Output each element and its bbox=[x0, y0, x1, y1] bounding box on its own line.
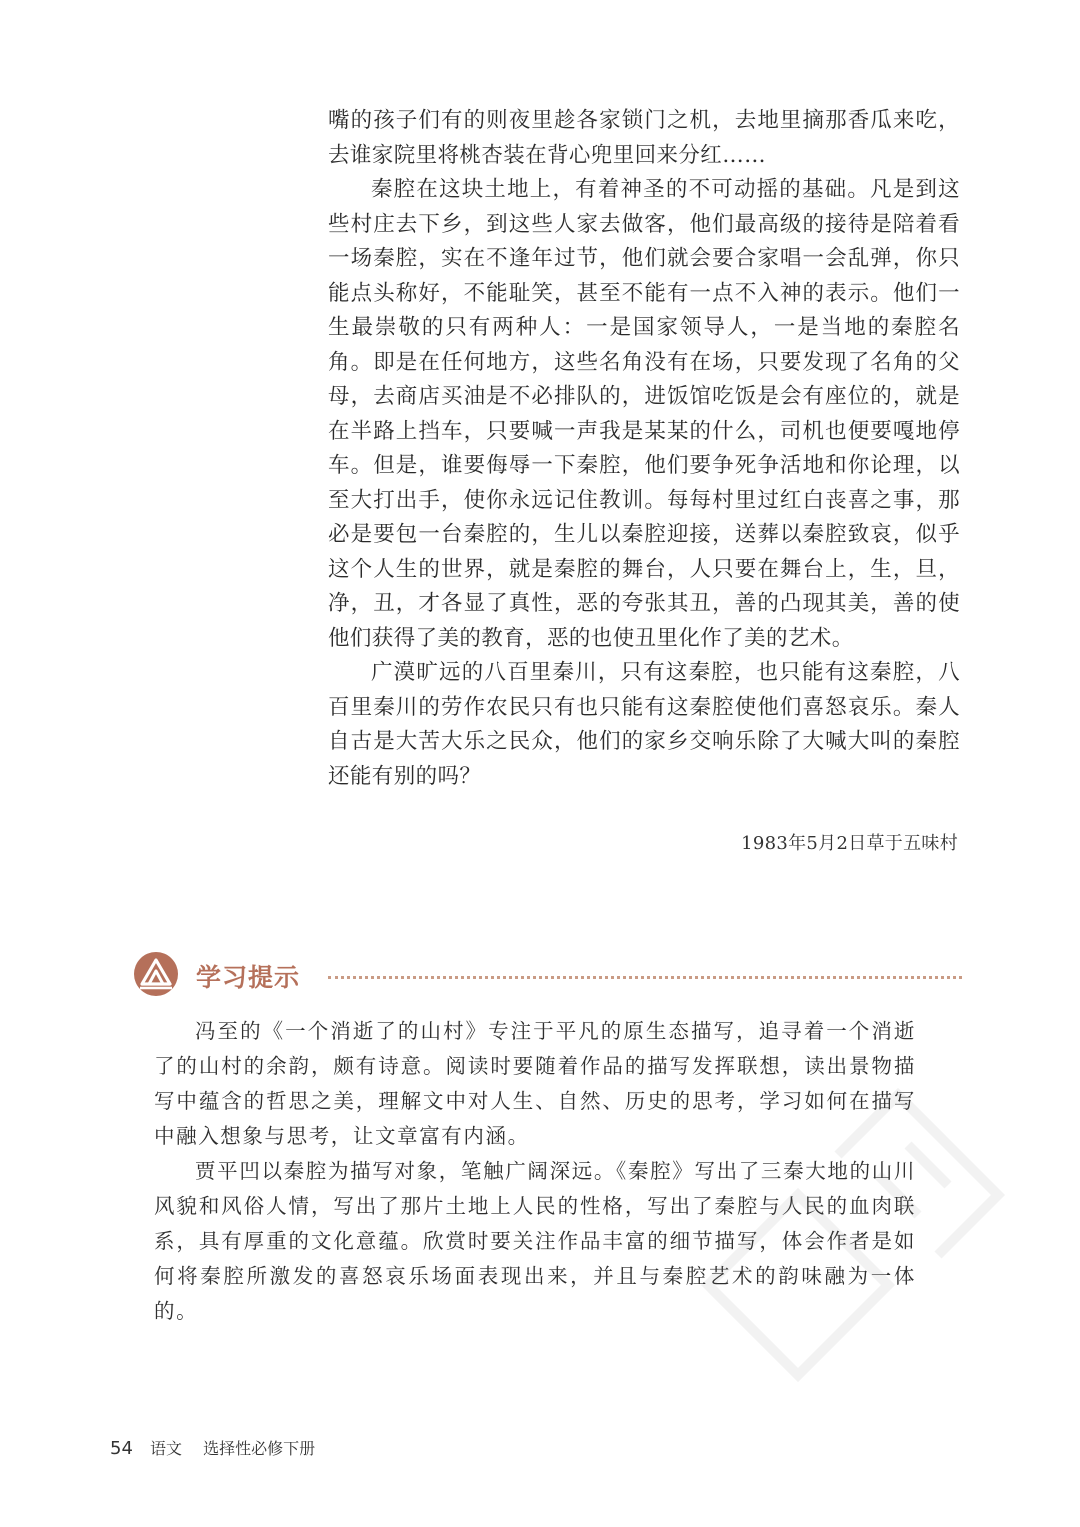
tips-paragraph: 冯至的《一个消逝了的山村》专注于平凡的原生态描写，追寻着一个消逝了的山村的余韵，颇有诗意。阅读时要随着作品的描写发挥联想，读出景物描写中蕴含的哲思之美，理解文中对人生、自然、历史的思考，学习如何在描写中融入想象与思考，让文章富有内涵。 bbox=[154, 1019, 916, 1148]
dotted-divider bbox=[328, 976, 962, 979]
learning-tips-emblem-icon bbox=[132, 950, 180, 998]
essay-dateline: 1983年5月2日草于五味村 bbox=[741, 833, 958, 854]
essay-paragraph: 嘴的孩子们有的则夜里趁各家锁门之机，去地里摘那香瓜来吃，去谁家院里将桃杏装在背心兜里回来分红…… bbox=[328, 108, 960, 168]
essay-paragraph: 秦腔在这块土地上，有着神圣的不可动摇的基础。凡是到这些村庄去下乡，到这些人家去做客，他们最高级的接待是陪着看一场秦腔，实在不逢年过节，他们就会要合家唱一会乱弹，你只能点头称好，不能耻笑，甚至不能有一点不入神的表示。他们一生最崇敬的只有两种人：一是国家领导人，一是当地的秦腔名角。即是在任何地方，这些名角没有在场，只要发现了名角的父母，去商店买油是不必排队的，进饭馆吃饭是会有座位的，就是在半路上挡车，只要喊一声我是某某的什么，司机也便要嘎地停车。但是，谁要侮辱一下秦腔，他们要争死争活地和你论理，以至大打出手，使你永远记住教训。每每村里过红白丧喜之事，那必是要包一台秦腔的，生儿以秦腔迎接，送葬以秦腔致哀，似乎这个人生的世界，就是秦腔的舞台，人只要在舞台上，生，旦，净，丑，才各显了真性，恶的夸张其丑，善的凸现其美，善的使他们获得了美的教育，恶的也使丑里化作了美的艺术。 bbox=[328, 177, 960, 651]
essay-paragraph: 广漠旷远的八百里秦川，只有这秦腔，也只能有这秦腔，八百里秦川的劳作农民只有也只能有这秦腔使他们喜怒哀乐。秦人自古是大苦大乐之民众，他们的家乡交响乐除了大喊大叫的秦腔还能有别的吗？ bbox=[328, 660, 960, 789]
learning-tips-title: 学习提示 bbox=[196, 963, 301, 992]
footer-subject: 语文 bbox=[150, 1439, 183, 1458]
learning-tips-text bbox=[154, 1014, 916, 1329]
tips-paragraph: 贾平凹以秦腔为描写对象，笔触广阔深远。《秦腔》写出了三秦大地的山川风貌和风俗人情，写出了那片土地上人民的性格，写出了秦腔与人民的血肉联系，具有厚重的文化意蕴。欣赏时要关注作品丰富的细节描写，体会作者是如何将秦腔所激发的喜怒哀乐场面表现出来，并且与秦腔艺术的韵味融为一体的。 bbox=[154, 1159, 916, 1323]
learning-tips-header bbox=[132, 950, 962, 1002]
page-number: 54 bbox=[110, 1438, 133, 1459]
page-footer bbox=[110, 1436, 315, 1459]
footer-book-title: 选择性必修下册 bbox=[203, 1439, 316, 1458]
essay-text bbox=[328, 104, 960, 794]
